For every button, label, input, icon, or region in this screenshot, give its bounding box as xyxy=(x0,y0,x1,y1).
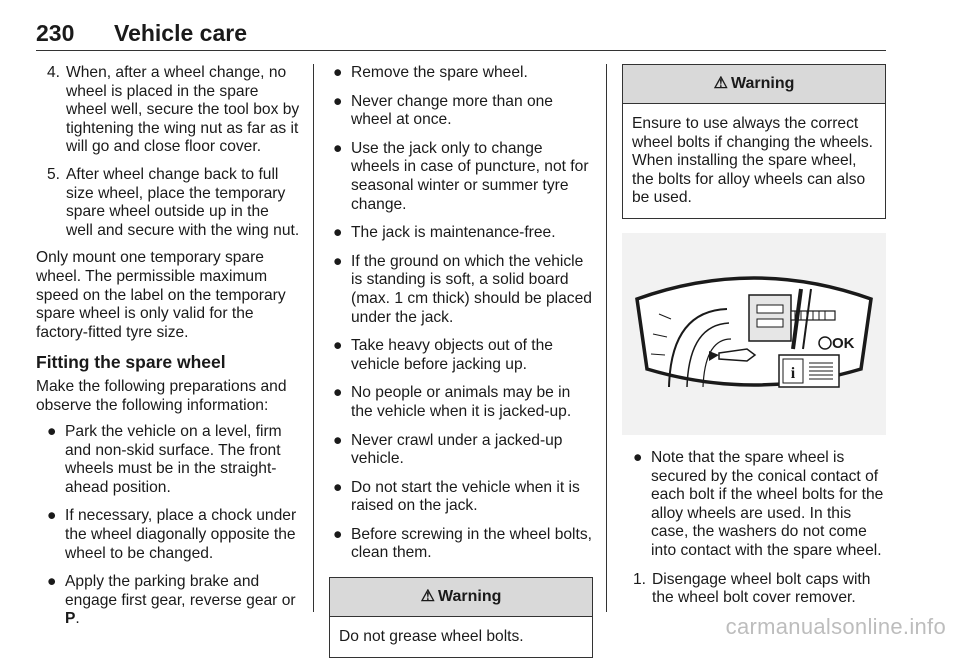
bullet-item: ● Park the vehicle on a level, firm and non-skid surface. The front wheels must be in the straight-ahead position. xyxy=(36,423,300,497)
numbered-step: 5. After wheel change back to full size wheel, place the temporary spare wheel outside up in the well and secure with the wing nut. xyxy=(46,165,300,239)
warning-body: Do not grease wheel bolts. xyxy=(339,628,524,646)
wheel-bolt-diagram xyxy=(629,259,879,409)
bullet-item: ● If the ground on which the vehicle is standing is soft, a solid board (max. 1 cm thick) should be placed under the jack. xyxy=(329,253,593,327)
warning-icon: ⚠ xyxy=(713,74,728,92)
bullet-item: ● Never change more than one wheel at once. xyxy=(329,93,593,130)
bullet-icon: ● xyxy=(333,525,343,543)
bullet-item: ● The jack is maintenance-free. xyxy=(329,224,593,243)
bullet-item: ● Never crawl under a jacked-up vehicle. xyxy=(329,432,593,469)
numbered-step: 4. When, after a wheel change, no wheel is placed in the spare wheel well, secure the tool box by tightening the wing nut as far as it will go and close floor cover. xyxy=(46,64,300,156)
bullet-icon: ● xyxy=(333,384,343,402)
bullet-icon: ● xyxy=(333,252,343,270)
bullet-item: ● Use the jack only to change wheels in case of puncture, not for seasonal winter or summer tyre change. xyxy=(329,140,593,214)
paragraph: Only mount one temporary spare wheel. The permissible maximum speed on the label on the temporary spare wheel is only valid for the factory-fitted tyre size. xyxy=(36,249,286,341)
warning-box xyxy=(329,577,593,658)
bullet-icon: ● xyxy=(47,423,57,441)
column-divider xyxy=(606,64,607,612)
bullet-icon: ● xyxy=(47,573,57,591)
bullet-icon: ● xyxy=(333,64,343,81)
column-2 xyxy=(329,64,593,670)
watermark: carmanualsonline.info xyxy=(725,614,946,639)
gear-p: P xyxy=(65,610,76,628)
bullet-item: ● Note that the spare wheel is secured by the conical contact of each bolt if the wheel bolts for the alloy wheels are used. In this case, the washers do not come into contact with the spare wheel. xyxy=(622,449,886,561)
info-icon: i xyxy=(790,364,796,382)
numbered-step: 1. Disengage wheel bolt caps with the wheel bolt cover remover. xyxy=(632,570,871,607)
column-3 xyxy=(622,64,886,617)
column-divider xyxy=(313,64,314,612)
warning-icon: ⚠ xyxy=(420,587,435,605)
section-heading: Fitting the spare wheel xyxy=(36,352,226,373)
bullet-icon: ● xyxy=(333,431,343,449)
bullet-item: ● Do not start the vehicle when it is raised on the jack. xyxy=(329,479,593,516)
bullet-item: ● Remove the spare wheel. xyxy=(329,64,593,83)
bullet-item: ● Before screwing in the wheel bolts, clean them. xyxy=(329,526,593,563)
bullet-item: ● No people or animals may be in the vehicle when it is jacked-up. xyxy=(329,384,593,421)
page-title: Vehicle care xyxy=(114,20,247,46)
bullet-icon: ● xyxy=(633,448,643,466)
column-1 xyxy=(36,64,300,639)
page-number: 230 xyxy=(36,20,75,46)
wheel-bolt-illustration xyxy=(622,233,886,435)
warning-body: Ensure to use always the correct wheel bolts if changing the wheels. When installing the spare wheel, the bolts for alloy wheels can also be used. xyxy=(632,115,873,207)
warning-header: ⚠ Warning xyxy=(330,578,592,617)
warning-box xyxy=(622,64,886,219)
bullet-item: ● Apply the parking brake and engage first gear, reverse gear or P. xyxy=(36,573,300,629)
warning-header: ⚠ Warning xyxy=(623,65,885,104)
bullet-icon: ● xyxy=(333,224,343,242)
bullet-item: ● If necessary, place a chock under the wheel diagonally opposite the wheel to be changed. xyxy=(36,507,300,563)
bullet-icon: ● xyxy=(333,139,343,157)
bullet-item: ● Take heavy objects out of the vehicle before jacking up. xyxy=(329,337,593,374)
bullet-icon: ● xyxy=(333,478,343,496)
bullet-icon: ● xyxy=(333,337,343,355)
bullet-icon: ● xyxy=(333,92,343,110)
page-header xyxy=(36,14,886,51)
paragraph: Make the following preparations and observe the following information: xyxy=(36,377,287,414)
bullet-icon: ● xyxy=(47,507,57,525)
ok-label: OK xyxy=(832,334,855,352)
